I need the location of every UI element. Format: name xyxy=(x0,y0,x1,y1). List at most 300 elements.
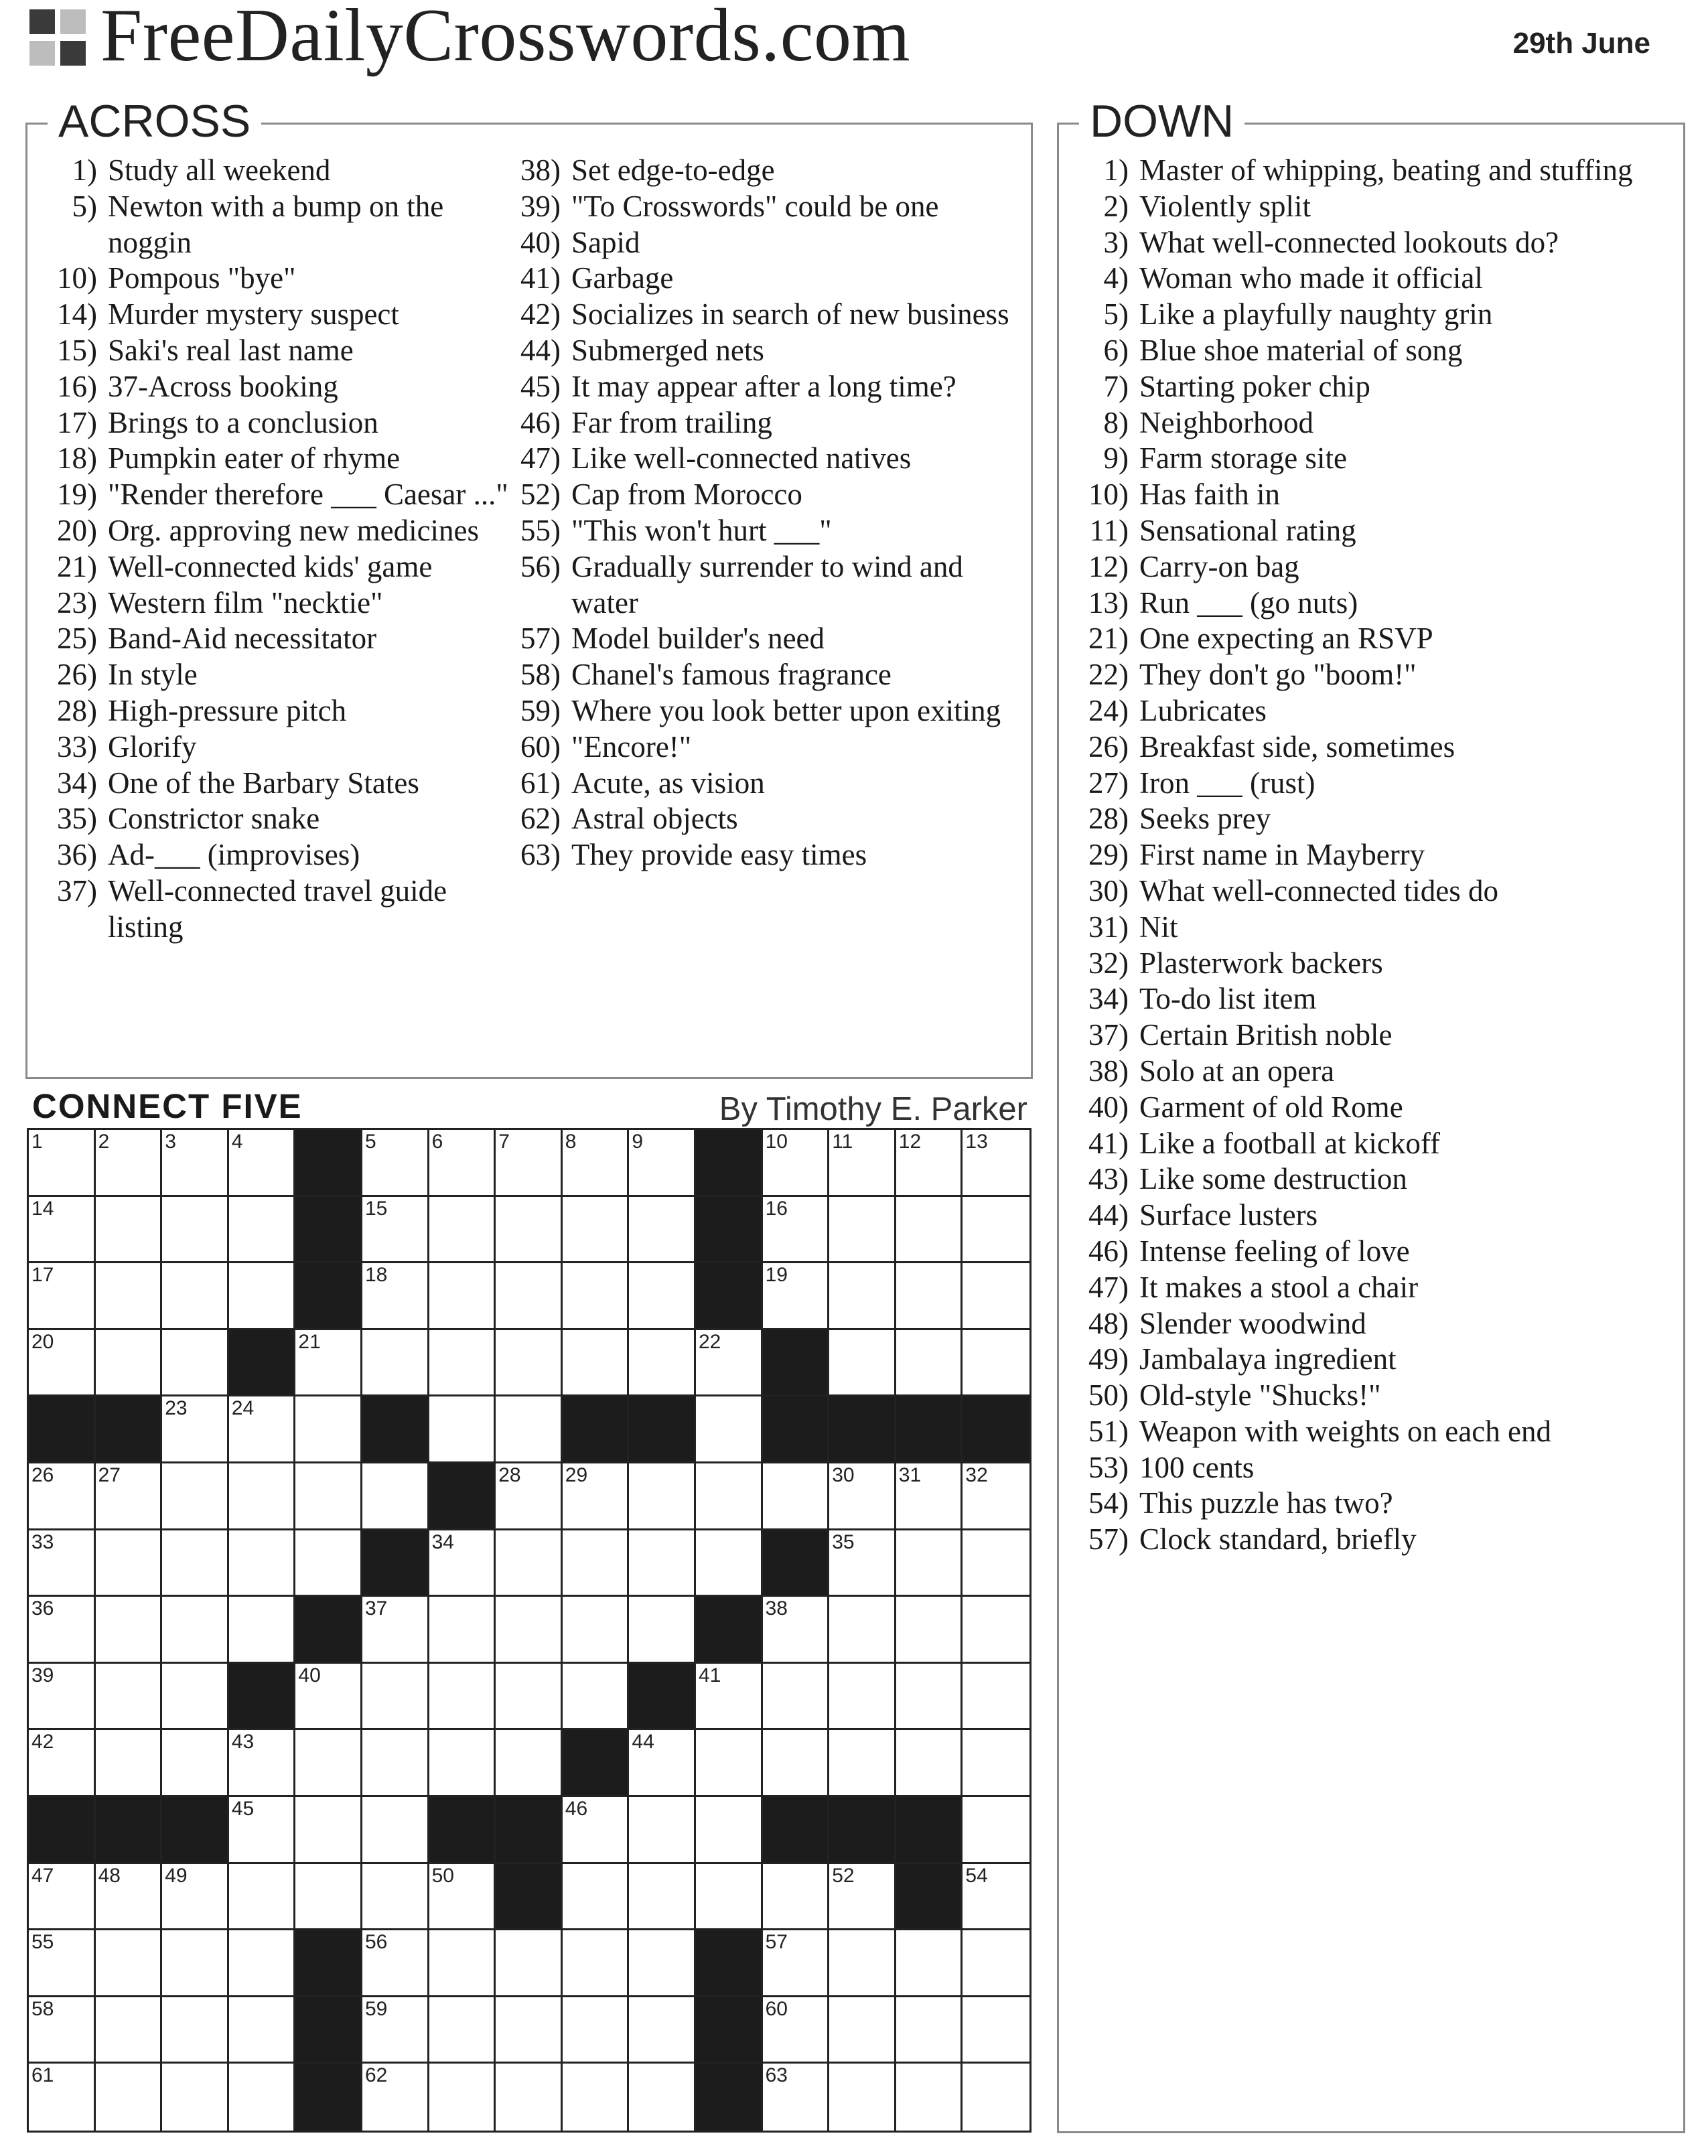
clue-number: 1) xyxy=(72,153,97,187)
grid-cell[interactable] xyxy=(496,1197,563,1264)
down-clue[interactable] xyxy=(1059,513,1662,549)
grid-cell[interactable] xyxy=(229,1130,296,1197)
across-clue[interactable] xyxy=(491,333,1020,369)
grid-cell[interactable] xyxy=(896,1664,963,1731)
grid-cell[interactable] xyxy=(829,2064,896,2131)
across-clue[interactable] xyxy=(491,153,1020,189)
grid-cell[interactable] xyxy=(763,1930,830,1997)
across-clue[interactable] xyxy=(491,513,1020,549)
grid-cell[interactable] xyxy=(829,1130,896,1197)
across-clue[interactable] xyxy=(27,693,510,729)
grid-cell[interactable] xyxy=(362,1263,429,1330)
grid-cell[interactable] xyxy=(96,1330,163,1397)
down-clue[interactable] xyxy=(1059,549,1662,585)
across-clue[interactable] xyxy=(27,513,510,549)
grid-cell[interactable] xyxy=(29,1864,96,1931)
clue-text: They don't go "boom!" xyxy=(1139,658,1417,692)
grid-cell[interactable] xyxy=(563,1330,630,1397)
across-clue[interactable] xyxy=(491,801,1020,837)
across-clue[interactable] xyxy=(491,297,1020,333)
grid-cell[interactable] xyxy=(29,1930,96,1997)
grid-cell[interactable] xyxy=(295,1530,362,1597)
grid-cell[interactable] xyxy=(829,1463,896,1530)
grid-cell[interactable] xyxy=(896,1197,963,1264)
grid-cell[interactable] xyxy=(629,2064,696,2131)
down-clue[interactable] xyxy=(1059,225,1662,261)
grid-cell[interactable] xyxy=(162,1396,229,1463)
grid-cell[interactable] xyxy=(429,1997,496,2064)
grid-cell[interactable] xyxy=(629,1597,696,1664)
grid-cell[interactable] xyxy=(429,1330,496,1397)
grid-cell[interactable] xyxy=(629,1197,696,1264)
clue-text: "Render therefore ___ Caesar ..." xyxy=(108,478,508,512)
grid-cell[interactable] xyxy=(829,1730,896,1797)
grid-cell[interactable] xyxy=(362,2064,429,2131)
grid-cell[interactable] xyxy=(229,1730,296,1797)
grid-cell[interactable] xyxy=(829,1664,896,1731)
grid-cell[interactable] xyxy=(496,1730,563,1797)
grid-cell[interactable] xyxy=(295,1730,362,1797)
clue-text: Lubricates xyxy=(1139,693,1267,727)
grid-cell[interactable] xyxy=(295,1463,362,1530)
grid-cell[interactable] xyxy=(963,1463,1029,1530)
grid-cell[interactable] xyxy=(362,1730,429,1797)
grid-cell[interactable] xyxy=(763,1463,830,1530)
across-clue[interactable] xyxy=(491,693,1020,729)
grid-cell[interactable] xyxy=(763,1997,830,2064)
grid-cell[interactable] xyxy=(896,1330,963,1397)
grid-cell[interactable] xyxy=(763,2064,830,2131)
grid-cell[interactable] xyxy=(29,1530,96,1597)
grid-cell[interactable] xyxy=(362,1930,429,1997)
across-clue[interactable] xyxy=(27,297,510,333)
black-square xyxy=(896,1797,963,1864)
down-clue[interactable] xyxy=(1059,297,1662,333)
clue-number: 53) xyxy=(1088,1450,1129,1484)
grid-cell[interactable] xyxy=(829,1864,896,1931)
across-clue[interactable] xyxy=(27,585,510,622)
grid-cell[interactable] xyxy=(229,1930,296,1997)
grid-cell[interactable] xyxy=(295,1330,362,1397)
grid-cell[interactable] xyxy=(429,1664,496,1731)
down-clue[interactable] xyxy=(1059,153,1662,189)
grid-cell[interactable] xyxy=(362,1864,429,1931)
grid-cell[interactable] xyxy=(229,1530,296,1597)
grid-cell[interactable] xyxy=(496,1530,563,1597)
grid-cell[interactable] xyxy=(763,1197,830,1264)
grid-cell[interactable] xyxy=(295,1664,362,1731)
clue-number: 42) xyxy=(520,297,561,332)
across-clue[interactable] xyxy=(27,477,510,513)
grid-cell[interactable] xyxy=(763,1664,830,1731)
grid-cell[interactable] xyxy=(362,1997,429,2064)
grid-cell[interactable] xyxy=(229,1797,296,1864)
across-clue[interactable] xyxy=(27,369,510,405)
down-clue[interactable] xyxy=(1059,585,1662,622)
down-clue[interactable] xyxy=(1059,873,1662,910)
grid-cell[interactable] xyxy=(362,1330,429,1397)
across-clue[interactable] xyxy=(491,766,1020,802)
down-clue[interactable] xyxy=(1059,1161,1662,1198)
across-clue[interactable] xyxy=(491,225,1020,261)
down-clue[interactable] xyxy=(1059,477,1662,513)
grid-cell[interactable] xyxy=(629,1730,696,1797)
down-clue[interactable] xyxy=(1059,766,1662,802)
grid-cell[interactable] xyxy=(696,1463,763,1530)
grid-cell[interactable] xyxy=(629,1797,696,1864)
down-clue[interactable] xyxy=(1059,189,1662,225)
grid-cell[interactable] xyxy=(696,1396,763,1463)
grid-cell[interactable] xyxy=(429,1597,496,1664)
grid-cell[interactable] xyxy=(29,1997,96,2064)
grid-cell[interactable] xyxy=(295,1797,362,1864)
black-square xyxy=(496,1864,563,1931)
grid-cell[interactable] xyxy=(362,1463,429,1530)
grid-cell[interactable] xyxy=(696,1330,763,1397)
grid-cell[interactable] xyxy=(162,1263,229,1330)
grid-cell[interactable] xyxy=(496,1330,563,1397)
grid-cell[interactable] xyxy=(629,1930,696,1997)
grid-cell[interactable] xyxy=(96,1930,163,1997)
grid-cell[interactable] xyxy=(162,1930,229,1997)
grid-cell[interactable] xyxy=(429,1930,496,1997)
grid-cell[interactable] xyxy=(362,1130,429,1197)
grid-cell[interactable] xyxy=(563,1797,630,1864)
grid-cell[interactable] xyxy=(429,1197,496,1264)
across-clue[interactable] xyxy=(27,441,510,477)
grid-cell[interactable] xyxy=(96,1530,163,1597)
across-clue[interactable] xyxy=(27,837,510,873)
grid-cell[interactable] xyxy=(963,1930,1029,1997)
grid-cell[interactable] xyxy=(896,1130,963,1197)
across-clue[interactable] xyxy=(491,729,1020,766)
grid-cell[interactable] xyxy=(96,1463,163,1530)
grid-cell[interactable] xyxy=(229,1997,296,2064)
grid-cell[interactable] xyxy=(963,2064,1029,2131)
down-clue[interactable] xyxy=(1059,369,1662,405)
grid-cell[interactable] xyxy=(963,1797,1029,1864)
black-square xyxy=(829,1797,896,1864)
grid-cell[interactable] xyxy=(162,1330,229,1397)
grid-cell[interactable] xyxy=(96,1664,163,1731)
grid-cell[interactable] xyxy=(763,1130,830,1197)
grid-cell[interactable] xyxy=(29,1263,96,1330)
grid-cell[interactable] xyxy=(963,1864,1029,1931)
across-clue[interactable] xyxy=(27,549,510,585)
clue-number: 37) xyxy=(1088,1018,1129,1052)
grid-cell[interactable] xyxy=(563,1930,630,1997)
clue-number: 50) xyxy=(1088,1378,1129,1413)
grid-cell[interactable] xyxy=(896,2064,963,2131)
down-clue[interactable] xyxy=(1059,1090,1662,1126)
down-clue[interactable] xyxy=(1059,333,1662,369)
grid-cell[interactable] xyxy=(96,2064,163,2131)
grid-cell[interactable] xyxy=(896,1597,963,1664)
down-clue[interactable] xyxy=(1059,1270,1662,1306)
down-heading: DOWN xyxy=(1079,94,1244,149)
down-clue[interactable] xyxy=(1059,1017,1662,1054)
grid-cell[interactable] xyxy=(696,1530,763,1597)
grid-cell[interactable] xyxy=(629,1263,696,1330)
grid-cell[interactable] xyxy=(563,1530,630,1597)
down-clue[interactable] xyxy=(1059,837,1662,873)
down-clue[interactable] xyxy=(1059,621,1662,657)
clue-number: 47) xyxy=(520,441,561,476)
down-clue[interactable] xyxy=(1059,693,1662,729)
grid-cell[interactable] xyxy=(563,1463,630,1530)
grid-cell[interactable] xyxy=(362,1797,429,1864)
grid-cell[interactable] xyxy=(963,1530,1029,1597)
clue-number: 21) xyxy=(1088,622,1129,656)
cell-number: 5 xyxy=(364,1131,376,1153)
grid-cell[interactable] xyxy=(429,1396,496,1463)
across-clue[interactable] xyxy=(491,261,1020,297)
down-clue[interactable] xyxy=(1059,981,1662,1017)
across-clue[interactable] xyxy=(491,621,1020,657)
cell-number: 59 xyxy=(364,1997,388,2020)
grid-cell[interactable] xyxy=(29,2064,96,2131)
grid-cell[interactable] xyxy=(763,1597,830,1664)
down-clue[interactable] xyxy=(1059,1342,1662,1378)
grid-cell[interactable] xyxy=(896,1530,963,1597)
grid-cell[interactable] xyxy=(96,1130,163,1197)
clue-text: Western film "necktie" xyxy=(108,585,383,620)
grid-cell[interactable] xyxy=(629,1463,696,1530)
grid-cell[interactable] xyxy=(896,1263,963,1330)
grid-cell[interactable] xyxy=(496,2064,563,2131)
down-clue[interactable] xyxy=(1059,1198,1662,1234)
grid-cell[interactable] xyxy=(295,1864,362,1931)
clue-number: 26) xyxy=(1088,729,1129,764)
across-clue[interactable] xyxy=(491,549,1020,622)
across-clue[interactable] xyxy=(491,405,1020,441)
grid-cell[interactable] xyxy=(162,1130,229,1197)
grid-cell[interactable] xyxy=(829,1530,896,1597)
grid-cell[interactable] xyxy=(963,1197,1029,1264)
across-clue[interactable] xyxy=(27,729,510,766)
grid-cell[interactable] xyxy=(162,1997,229,2064)
black-square xyxy=(763,1530,830,1597)
grid-cell[interactable] xyxy=(963,1997,1029,2064)
grid-cell[interactable] xyxy=(896,1997,963,2064)
grid-cell[interactable] xyxy=(162,1597,229,1664)
grid-cell[interactable] xyxy=(96,1864,163,1931)
grid-cell[interactable] xyxy=(629,1997,696,2064)
grid-cell[interactable] xyxy=(829,1263,896,1330)
grid-cell[interactable] xyxy=(29,1463,96,1530)
grid-cell[interactable] xyxy=(429,2064,496,2131)
grid-cell[interactable] xyxy=(162,1864,229,1931)
grid-cell[interactable] xyxy=(963,1330,1029,1397)
grid-cell[interactable] xyxy=(162,1463,229,1530)
cell-number: 39 xyxy=(31,1664,54,1686)
across-clue[interactable] xyxy=(491,657,1020,693)
grid-cell[interactable] xyxy=(563,1263,630,1330)
grid-cell[interactable] xyxy=(29,1597,96,1664)
grid-cell[interactable] xyxy=(629,1330,696,1397)
grid-cell[interactable] xyxy=(96,1730,163,1797)
grid-cell[interactable] xyxy=(829,1997,896,2064)
down-clue[interactable] xyxy=(1059,441,1662,477)
grid-cell[interactable] xyxy=(362,1664,429,1731)
grid-cell[interactable] xyxy=(496,1597,563,1664)
across-clue[interactable] xyxy=(491,189,1020,225)
cell-number: 35 xyxy=(832,1530,855,1553)
grid-cell[interactable] xyxy=(896,1463,963,1530)
grid-cell[interactable] xyxy=(29,1130,96,1197)
grid-cell[interactable] xyxy=(162,2064,229,2131)
grid-cell[interactable] xyxy=(96,1597,163,1664)
black-square xyxy=(429,1463,496,1530)
grid-cell[interactable] xyxy=(429,1130,496,1197)
grid-cell[interactable] xyxy=(496,1930,563,1997)
across-clue[interactable] xyxy=(27,333,510,369)
grid-cell[interactable] xyxy=(96,1197,163,1264)
grid-cell[interactable] xyxy=(496,1263,563,1330)
grid-cell[interactable] xyxy=(496,1664,563,1731)
clue-number: 19) xyxy=(57,478,97,512)
down-clue[interactable] xyxy=(1059,1378,1662,1414)
grid-cell[interactable] xyxy=(629,1530,696,1597)
grid-cell[interactable] xyxy=(229,1597,296,1664)
grid-cell[interactable] xyxy=(763,1864,830,1931)
grid-cell[interactable] xyxy=(496,1130,563,1197)
cell-number: 49 xyxy=(165,1864,188,1887)
grid-cell[interactable] xyxy=(429,1263,496,1330)
grid-cell[interactable] xyxy=(896,1730,963,1797)
grid-cell[interactable] xyxy=(29,1330,96,1397)
across-clue[interactable] xyxy=(27,801,510,837)
grid-cell[interactable] xyxy=(362,1197,429,1264)
grid-cell[interactable] xyxy=(563,1664,630,1731)
grid-cell[interactable] xyxy=(829,1597,896,1664)
clue-number: 38) xyxy=(520,153,561,187)
grid-cell[interactable] xyxy=(29,1730,96,1797)
down-clue[interactable] xyxy=(1059,405,1662,441)
across-clue[interactable] xyxy=(27,657,510,693)
grid-cell[interactable] xyxy=(563,2064,630,2131)
grid-cell[interactable] xyxy=(96,1997,163,2064)
across-clue[interactable] xyxy=(27,766,510,802)
grid-cell[interactable] xyxy=(496,1997,563,2064)
grid-cell[interactable] xyxy=(763,1263,830,1330)
grid-cell[interactable] xyxy=(963,1664,1029,1731)
clue-number: 45) xyxy=(520,369,561,403)
across-clue[interactable] xyxy=(27,405,510,441)
grid-cell[interactable] xyxy=(696,1797,763,1864)
grid-cell[interactable] xyxy=(563,1597,630,1664)
down-clue[interactable] xyxy=(1059,657,1662,693)
grid-cell[interactable] xyxy=(229,1263,296,1330)
grid-cell[interactable] xyxy=(763,1730,830,1797)
across-clue[interactable] xyxy=(27,621,510,657)
grid-cell[interactable] xyxy=(162,1664,229,1731)
grid-cell[interactable] xyxy=(162,1730,229,1797)
across-clue[interactable] xyxy=(491,837,1020,873)
grid-cell[interactable] xyxy=(896,1930,963,1997)
grid-cell[interactable] xyxy=(229,2064,296,2131)
down-clue[interactable] xyxy=(1059,801,1662,837)
down-clue[interactable] xyxy=(1059,729,1662,766)
grid-cell[interactable] xyxy=(96,1263,163,1330)
down-clue[interactable] xyxy=(1059,1450,1662,1486)
grid-cell[interactable] xyxy=(963,1263,1029,1330)
grid-cell[interactable] xyxy=(295,1396,362,1463)
down-clue[interactable] xyxy=(1059,946,1662,982)
grid-cell[interactable] xyxy=(563,1864,630,1931)
grid-cell[interactable] xyxy=(829,1930,896,1997)
across-clue[interactable] xyxy=(491,441,1020,477)
grid-cell[interactable] xyxy=(229,1396,296,1463)
down-clue[interactable] xyxy=(1059,1306,1662,1342)
grid-cell[interactable] xyxy=(963,1730,1029,1797)
grid-cell[interactable] xyxy=(429,1730,496,1797)
down-clue[interactable] xyxy=(1059,1054,1662,1090)
grid-cell[interactable] xyxy=(563,1997,630,2064)
grid-cell[interactable] xyxy=(429,1864,496,1931)
down-clue[interactable] xyxy=(1059,1522,1662,1558)
across-clue[interactable] xyxy=(491,369,1020,405)
clue-number: 25) xyxy=(57,622,97,656)
across-clue[interactable] xyxy=(27,261,510,297)
down-clue[interactable] xyxy=(1059,910,1662,946)
cell-number: 34 xyxy=(431,1530,454,1553)
grid-cell[interactable] xyxy=(29,1664,96,1731)
grid-cell[interactable] xyxy=(829,1330,896,1397)
clue-number: 29) xyxy=(1088,838,1129,872)
grid-cell[interactable] xyxy=(563,1130,630,1197)
grid-cell[interactable] xyxy=(696,1664,763,1731)
across-clue[interactable] xyxy=(27,873,510,946)
grid-cell[interactable] xyxy=(629,1864,696,1931)
down-clue[interactable] xyxy=(1059,1414,1662,1450)
grid-cell[interactable] xyxy=(629,1130,696,1197)
grid-cell[interactable] xyxy=(963,1597,1029,1664)
down-clue[interactable] xyxy=(1059,261,1662,297)
down-clue[interactable] xyxy=(1059,1486,1662,1522)
grid-cell[interactable] xyxy=(963,1130,1029,1197)
grid-cell[interactable] xyxy=(229,1463,296,1530)
grid-cell[interactable] xyxy=(829,1197,896,1264)
grid-cell[interactable] xyxy=(496,1396,563,1463)
across-clue[interactable] xyxy=(491,477,1020,513)
clue-text: Far from trailing xyxy=(571,405,772,439)
down-clue[interactable] xyxy=(1059,1126,1662,1162)
cell-number: 37 xyxy=(364,1597,388,1620)
clue-text: Where you look better upon exiting xyxy=(571,693,1001,727)
down-clue[interactable] xyxy=(1059,1234,1662,1270)
grid-cell[interactable] xyxy=(229,1864,296,1931)
grid-cell[interactable] xyxy=(362,1597,429,1664)
across-clue[interactable] xyxy=(27,153,510,189)
grid-cell[interactable] xyxy=(429,1530,496,1597)
clue-number: 54) xyxy=(1088,1486,1129,1520)
grid-cell[interactable] xyxy=(563,1197,630,1264)
grid-cell[interactable] xyxy=(29,1197,96,1264)
grid-cell[interactable] xyxy=(696,1864,763,1931)
across-clue[interactable] xyxy=(27,189,510,261)
grid-cell[interactable] xyxy=(162,1197,229,1264)
clue-text: To-do list item xyxy=(1139,982,1317,1016)
clue-number: 31) xyxy=(1088,910,1129,944)
grid-cell[interactable] xyxy=(162,1530,229,1597)
grid-cell[interactable] xyxy=(229,1197,296,1264)
site-title[interactable]: FreeDailyCrosswords.com xyxy=(100,0,911,77)
black-square xyxy=(295,1597,362,1664)
grid-cell[interactable] xyxy=(496,1463,563,1530)
cell-number: 50 xyxy=(431,1864,454,1887)
grid-cell[interactable] xyxy=(696,1730,763,1797)
